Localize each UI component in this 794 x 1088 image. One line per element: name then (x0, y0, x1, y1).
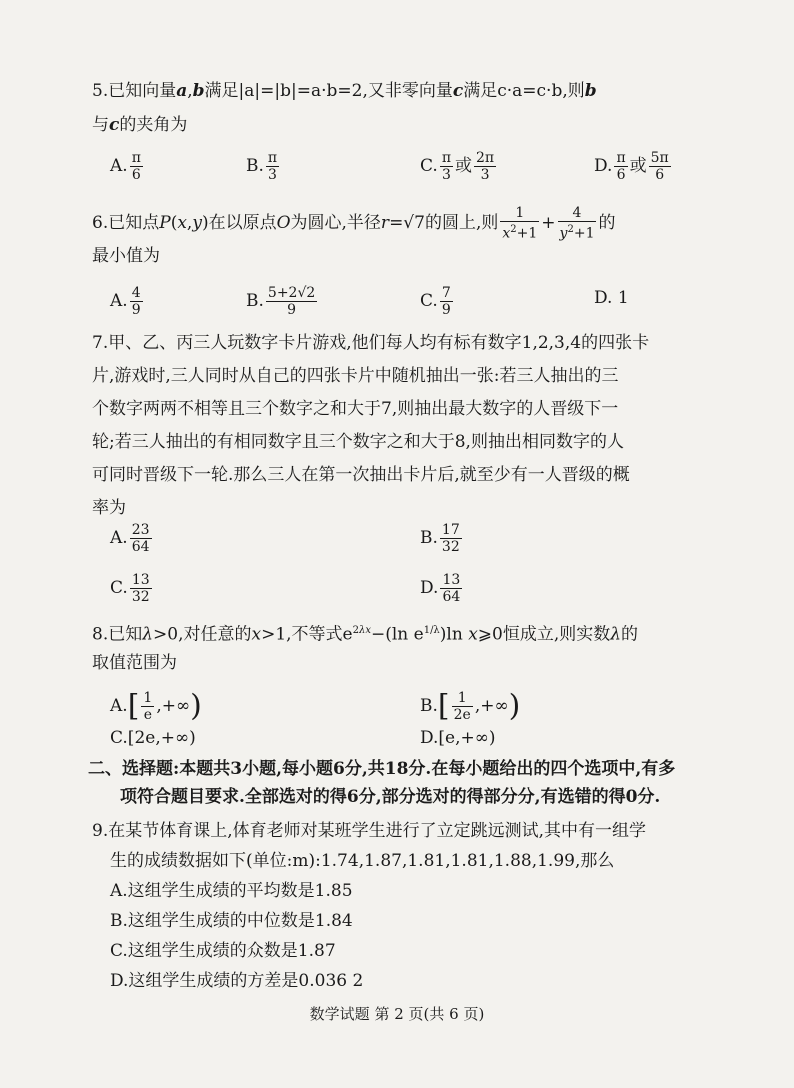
q5-option-b: B. $\frac{\pi}{3}$ (246, 150, 278, 183)
section2-heading-line2: 项符合题目要求.全部选对的得6分,部分选对的得部分分,有选错的得0分. (120, 787, 661, 807)
q8-stem-line1: 8.已知λ>0,对任意的x>1,不等式$e^{2\lambda x}-(\ln$ $e^{1/\lambda})\ln$ x⩾0恒成立,则实数λ的 (92, 624, 639, 645)
q7-stem-line4: 轮;若三人抽出的有相同数字且三个数字之和大于8,则抽出相同数字的人 (92, 432, 624, 452)
page-footer: 数学试题 第 2 页(共 6 页) (309, 1005, 485, 1023)
q9-option-d: D.这组学生成绩的方差是0.036 2 (110, 971, 364, 991)
q7-option-d: D. $\frac{13}{64}$ (420, 572, 461, 605)
q7-stem-line6: 率为 (92, 498, 126, 518)
q9-option-a: A.这组学生成绩的平均数是1.85 (110, 881, 353, 901)
q7-stem-line5: 可同时晋级下一轮.那么三人在第一次抽出卡片后,就至少有一人晋级的概 (92, 465, 630, 485)
q8-option-a: A.[ $\frac{1}{e}$ ,+∞) (110, 688, 202, 724)
q9-stem-line1: 9.在某节体育课上,体育老师对某班学生进行了立定跳远测试,其中有一组学 (92, 821, 647, 841)
q5-stem-line2: 与c的夹角为 (92, 115, 188, 135)
q6-option-c: C. $\frac{7}{9}$ (420, 285, 451, 318)
q9-option-c: C.这组学生成绩的众数是1.87 (110, 941, 336, 961)
q9-option-b: B.这组学生成绩的中位数是1.84 (110, 911, 353, 931)
q6-option-b: B. $\frac{5+2√2}{9}$ (246, 285, 316, 318)
q7-stem-line3: 个数字两两不相等且三个数字之和大于7,则抽出最大数字的人晋级下一 (92, 399, 619, 419)
q8-stem-line2: 取值范围为 (92, 653, 177, 673)
q7-option-a: A. $\frac{23}{64}$ (110, 522, 150, 555)
q7-stem-line2: 片,游戏时,三人同时从自己的四张卡片中随机抽出一张:若三人抽出的三 (92, 366, 619, 386)
q5-option-c: C. $\frac{\pi}{3}$ 或 $\frac{2\pi}{3}$ (420, 150, 495, 183)
q9-stem-line2: 生的成绩数据如下(单位:m):1.74,1.87,1.81,1.81,1.88,1.99,那么 (110, 851, 615, 871)
q5-option-a: A. $\frac{\pi}{6}$ (110, 150, 141, 183)
q8-option-d: D.[e,+∞) (420, 728, 496, 748)
q6-stem-line2: 最小值为 (92, 246, 160, 266)
section2-heading-line1: 二、选择题:本题共3小题,每小题6分,共18分.在每小题给出的四个选项中,有多 (88, 759, 676, 779)
q7-option-c: C. $\frac{13}{32}$ (110, 572, 150, 605)
q6-option-a: A. $\frac{4}{9}$ (110, 285, 141, 318)
q7-stem-line1: 7.甲、乙、丙三人玩数字卡片游戏,他们每人均有标有数字1,2,3,4的四张卡 (92, 333, 650, 353)
q5-stem-line1: 5.已知向量a,b满足|a|=|b|=a·b=2,又非零向量c满足c·a=c·b,则b (92, 81, 597, 101)
q5-option-d: D. $\frac{\pi}{6}$ 或 $\frac{5\pi}{6}$ (594, 150, 669, 183)
q8-option-c: C.[2e,+∞) (110, 728, 196, 748)
q6-stem-line1: 6.已知点P(x,y)在以原点O为圆心,半径r=√7的圆上,则 $\frac{1}{x^2+1}$ + $\frac{4}{y^2+1}$ 的 (92, 205, 616, 242)
q6-option-d: D. 1 (594, 288, 629, 308)
q7-option-b: B. $\frac{17}{32}$ (420, 522, 460, 555)
q8-option-b: B.[ $\frac{1}{2e}$ ,+∞) (420, 688, 521, 724)
